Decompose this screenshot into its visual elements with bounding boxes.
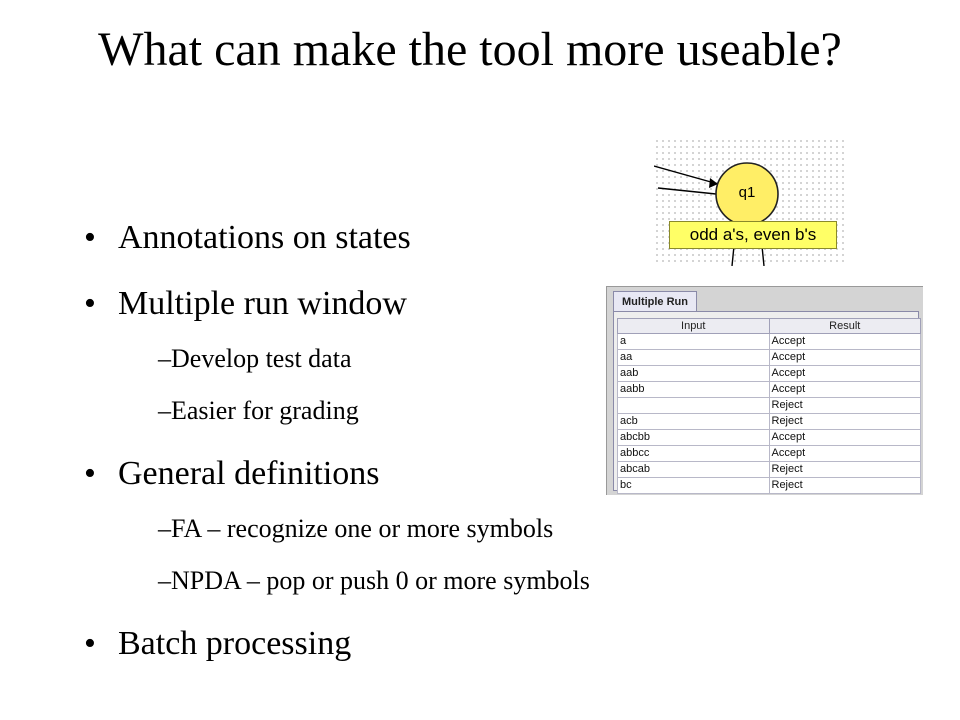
bullet-text: Multiple run window: [118, 285, 407, 322]
result-cell: Accept: [769, 366, 921, 382]
tab-multiple-run[interactable]: Multiple Run: [613, 291, 697, 312]
sub-bullet-item: [158, 342, 352, 376]
input-cell[interactable]: acb: [618, 414, 770, 430]
sub-bullet-item: [158, 512, 553, 546]
table-header-row: [618, 319, 921, 334]
table-row[interactable]: [618, 398, 921, 414]
result-cell: Reject: [769, 462, 921, 478]
transition-arrow: [654, 166, 718, 184]
input-cell[interactable]: abcab: [618, 462, 770, 478]
input-cell[interactable]: a: [618, 334, 770, 350]
sub-bullet-text: Develop test data: [171, 344, 352, 373]
bullet-item: [84, 452, 380, 496]
slide-title: What can make the tool more useable?: [98, 23, 842, 76]
bullet-item: [84, 282, 407, 326]
bullet-dot: •: [84, 455, 96, 492]
table-row[interactable]: [618, 382, 921, 398]
state-diagram-screenshot: [654, 138, 848, 266]
transition-line: [762, 246, 764, 266]
result-cell: Reject: [769, 478, 921, 494]
result-cell: Accept: [769, 430, 921, 446]
result-cell: Accept: [769, 382, 921, 398]
bullet-text: Batch processing: [118, 625, 352, 662]
column-header-input[interactable]: Input: [618, 319, 770, 334]
sub-bullet-dash: –: [158, 566, 171, 595]
sub-bullet-text: Easier for grading: [171, 396, 359, 425]
multiple-run-window: [606, 286, 923, 495]
sub-bullet-item: [158, 394, 359, 428]
bullet-text: Annotations on states: [118, 219, 411, 256]
bullet-dot: •: [84, 625, 96, 662]
sub-bullet-item: [158, 564, 590, 598]
column-header-result[interactable]: Result: [769, 319, 921, 334]
multiple-run-panel: [613, 311, 919, 491]
table-row[interactable]: [618, 350, 921, 366]
result-cell: Reject: [769, 398, 921, 414]
sub-bullet-text: NPDA – pop or push 0 or more symbols: [171, 566, 590, 595]
result-cell: Reject: [769, 414, 921, 430]
result-cell: Accept: [769, 446, 921, 462]
transition-arrow: [658, 188, 716, 194]
input-cell[interactable]: abcbb: [618, 430, 770, 446]
bullet-text: General definitions: [118, 455, 380, 492]
multiple-run-table: [617, 318, 921, 494]
sub-bullet-dash: –: [158, 344, 171, 373]
transition-line: [732, 246, 734, 266]
table-row[interactable]: [618, 478, 921, 494]
sub-bullet-dash: –: [158, 514, 171, 543]
input-cell[interactable]: aa: [618, 350, 770, 366]
sub-bullet-dash: –: [158, 396, 171, 425]
input-cell[interactable]: abbcc: [618, 446, 770, 462]
input-cell[interactable]: aab: [618, 366, 770, 382]
table-row[interactable]: [618, 430, 921, 446]
bullet-dot: •: [84, 285, 96, 322]
result-cell: Accept: [769, 334, 921, 350]
bullet-item: [84, 622, 351, 666]
table-row[interactable]: [618, 366, 921, 382]
table-row[interactable]: [618, 414, 921, 430]
state-annotation-note: odd a's, even b's: [669, 221, 837, 249]
table-row[interactable]: [618, 334, 921, 350]
table-row[interactable]: [618, 462, 921, 478]
state-name-label: q1: [738, 184, 756, 201]
input-cell[interactable]: aabb: [618, 382, 770, 398]
sub-bullet-text: FA – recognize one or more symbols: [171, 514, 554, 543]
bullet-item: [84, 216, 411, 260]
table-row[interactable]: [618, 446, 921, 462]
result-cell: Accept: [769, 350, 921, 366]
input-cell[interactable]: bc: [618, 478, 770, 494]
bullet-dot: •: [84, 219, 96, 256]
input-cell[interactable]: [618, 398, 770, 414]
